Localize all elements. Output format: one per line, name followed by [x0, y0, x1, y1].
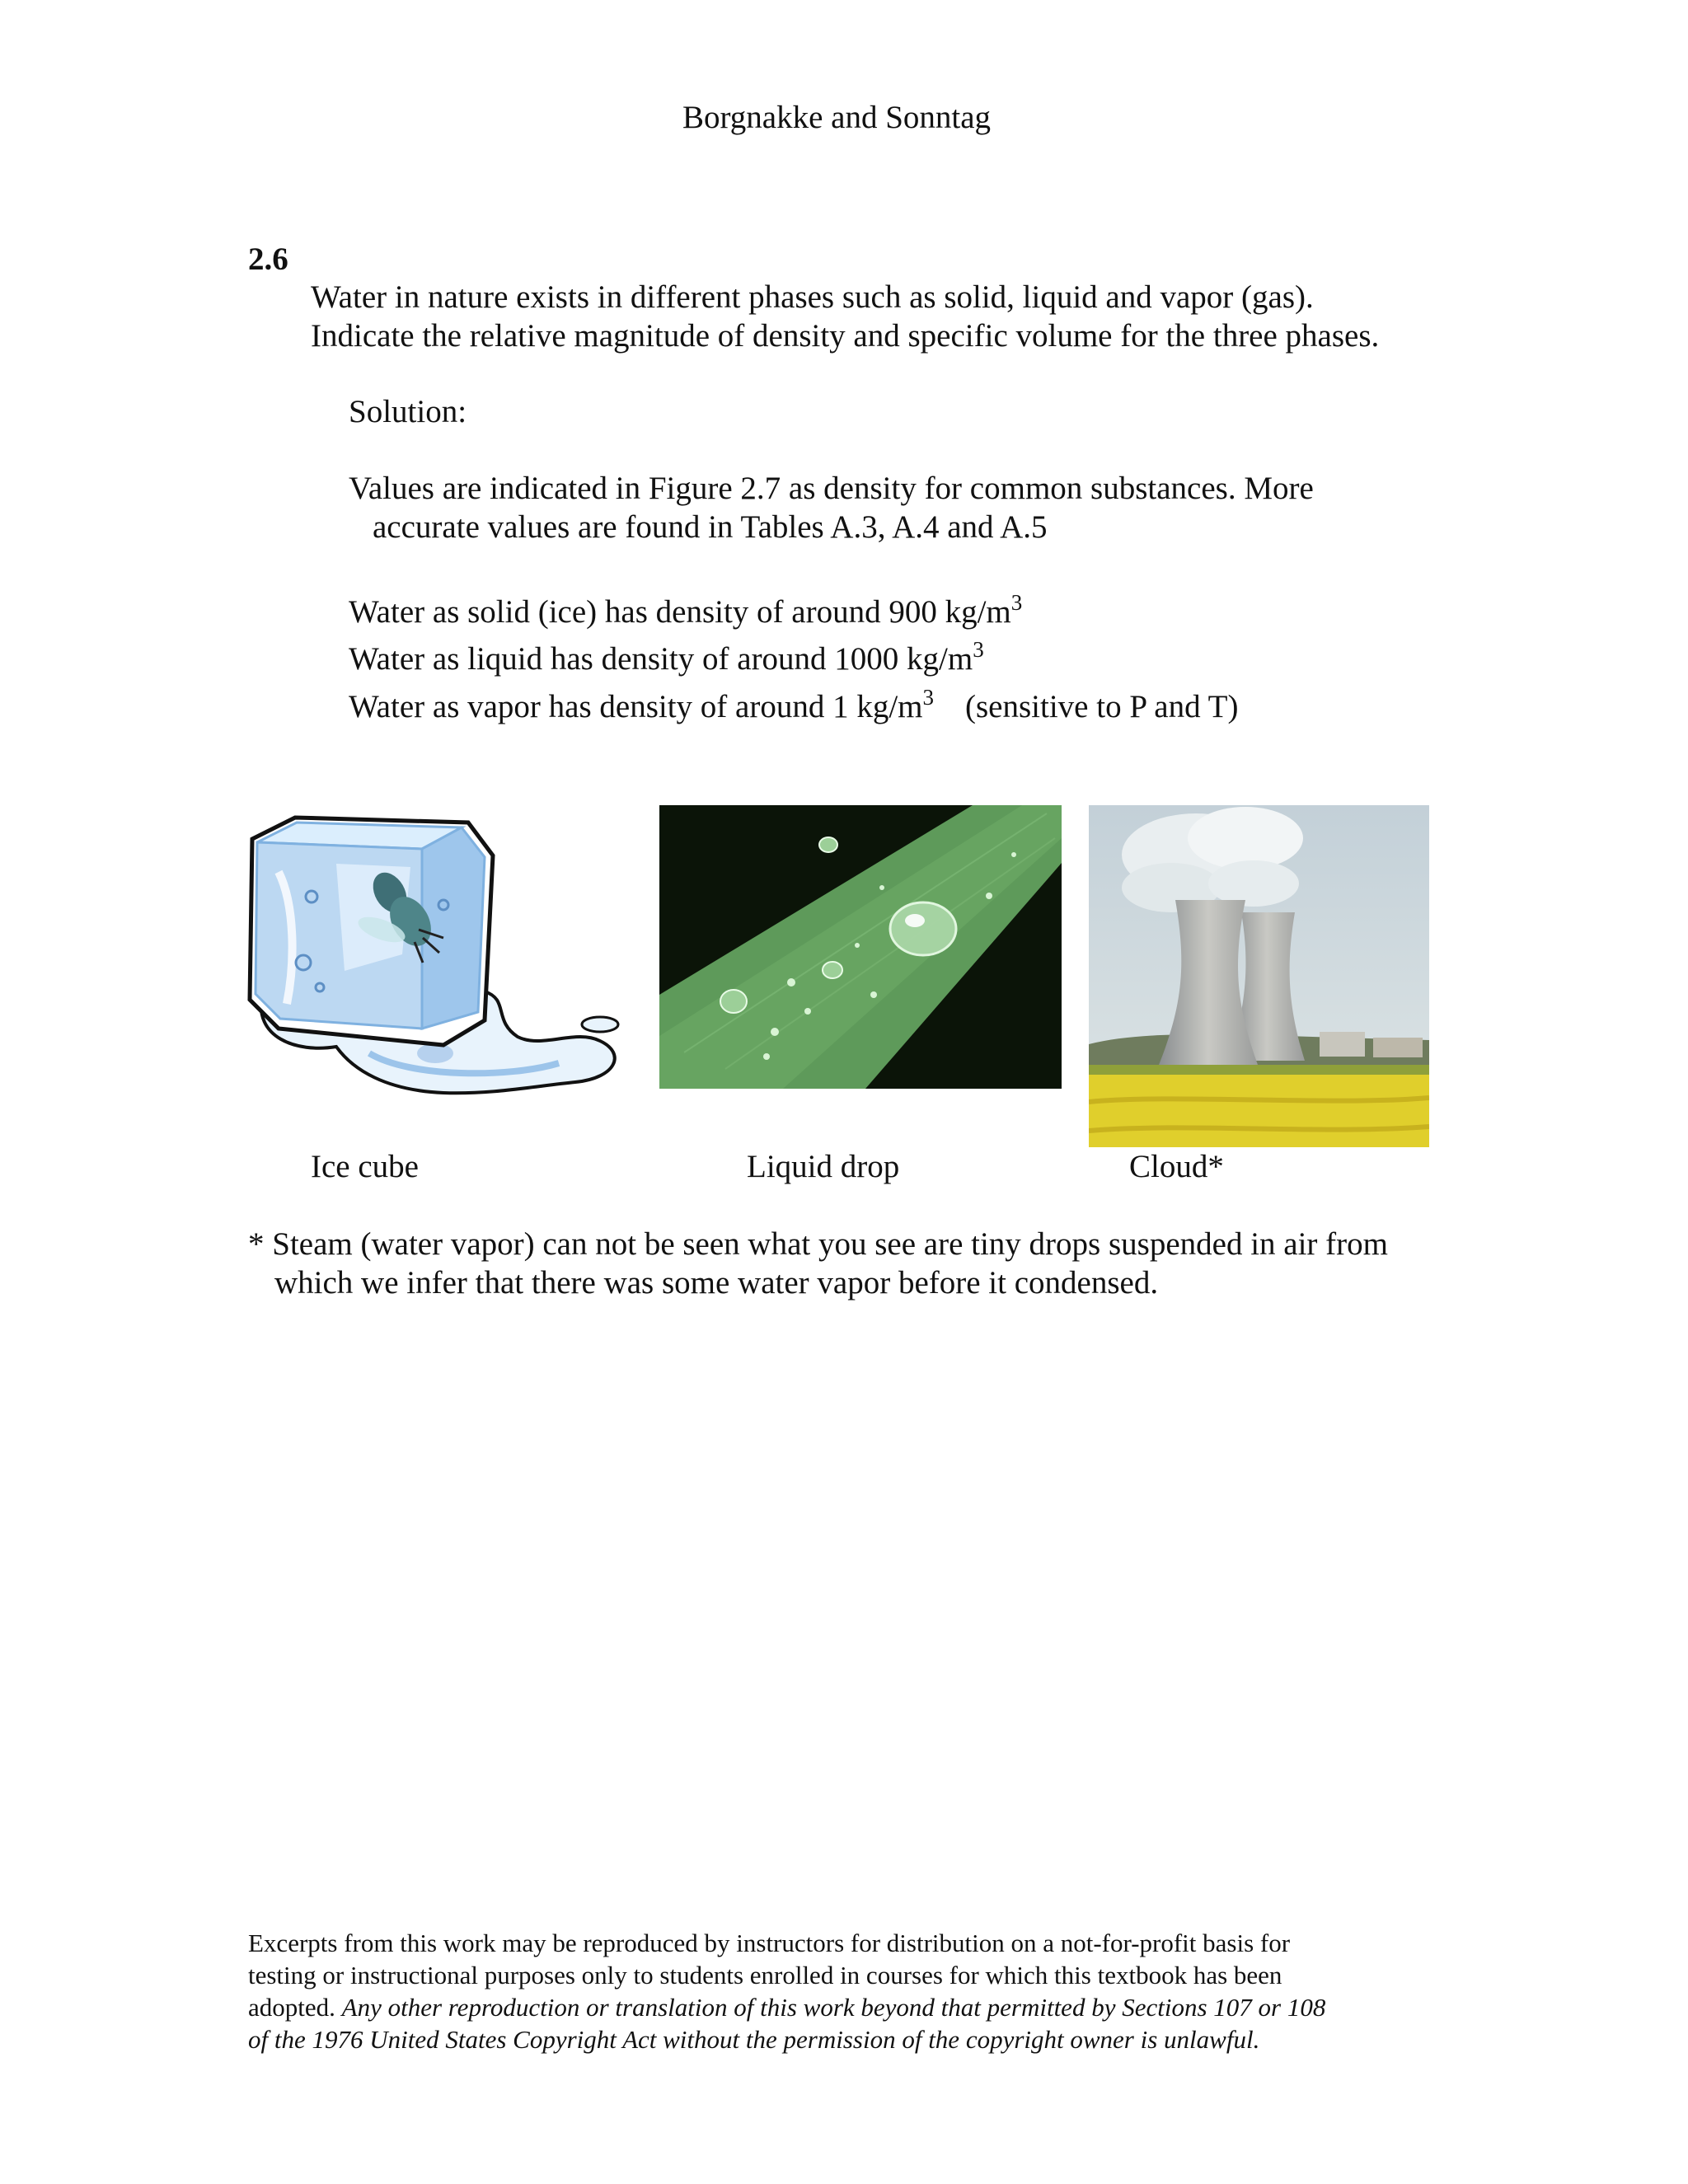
solution-values-line-1: Values are indicated in Figure 2.7 as density for common substances. More — [349, 471, 1314, 506]
density-liquid — [349, 637, 984, 678]
leaf-water-drop-image — [659, 805, 1062, 1089]
problem-number: 2.6 — [248, 241, 288, 277]
density-vapor-text: Water as vapor has density of around 1 kg/m — [349, 689, 923, 724]
copyright-line-4: of the 1976 United States Copyright Act without the permission of the copyright owner is unlawful. — [248, 2025, 1260, 2054]
footnote-line-1: * Steam (water vapor) can not be seen what you see are tiny drops suspended in air from — [248, 1226, 1388, 1262]
solution-label: Solution: — [349, 394, 467, 429]
question-line-1: Water in nature exists in different phases such as solid, liquid and vapor (gas). — [311, 279, 1314, 315]
caption-liquid-drop: Liquid drop — [747, 1149, 900, 1184]
density-vapor-note: (sensitive to P and T) — [965, 689, 1239, 724]
copyright-line-2: testing or instructional purposes only to students enrolled in courses for which this textbook has been — [248, 1961, 1282, 1990]
density-liquid-exponent: 3 — [973, 637, 984, 662]
caption-ice-cube: Ice cube — [311, 1149, 419, 1184]
density-vapor-exponent: 3 — [922, 685, 935, 710]
density-solid — [349, 590, 1023, 631]
copyright-line-3-plain: adopted. — [248, 1993, 342, 2022]
caption-cloud: Cloud* — [1129, 1149, 1224, 1184]
copyright-line-3-italic: Any other reproduction or translation of this work beyond that permitted by Sections 107 or 108 — [341, 1993, 1326, 2022]
density-solid-text: Water as solid (ice) has density of around 900 kg/m — [349, 594, 1011, 630]
footnote-line-2: which we infer that there was some water vapor before it condensed. — [274, 1265, 1159, 1301]
question-line-2: Indicate the relative magnitude of density and specific volume for the three phases. — [311, 318, 1380, 354]
copyright-line-1: Excerpts from this work may be reproduced by instructors for distribution on a not-for-profit basis for — [248, 1929, 1291, 1957]
density-vapor — [349, 685, 1239, 726]
page-header: Borgnakke and Sonntag — [682, 100, 992, 135]
copyright-line-3 — [248, 1991, 1325, 2023]
solution-values-line-2: accurate values are found in Tables A.3, A.4 and A.5 — [373, 509, 1048, 545]
ice-cube-image — [246, 806, 633, 1121]
cooling-tower-image — [1089, 805, 1429, 1147]
density-liquid-text: Water as liquid has density of around 1000 kg/m — [349, 641, 973, 677]
density-solid-exponent: 3 — [1010, 590, 1023, 615]
